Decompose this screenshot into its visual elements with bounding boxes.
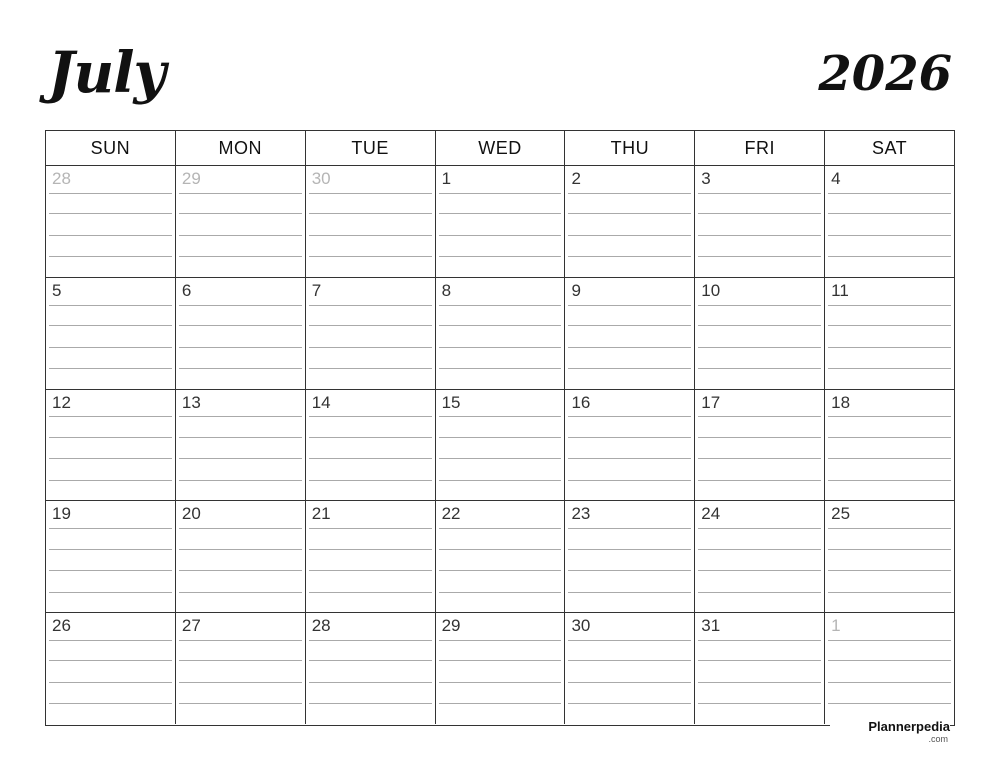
writing-lines [49,526,172,612]
writing-lines [439,303,562,389]
writing-line [49,480,172,481]
writing-line [309,235,432,236]
week-row [46,278,954,390]
writing-lines [439,638,562,724]
day-cell[interactable] [825,278,954,389]
writing-lines [568,526,691,612]
writing-line [568,570,691,571]
writing-line [828,347,951,348]
writing-lines [828,415,951,501]
writing-line [698,682,821,683]
writing-line [828,592,951,593]
day-cell[interactable] [436,166,566,277]
writing-line [49,640,172,641]
writing-line [179,347,302,348]
day-cell[interactable] [306,166,436,277]
writing-line [698,213,821,214]
writing-lines [568,303,691,389]
day-number: 13 [181,392,201,412]
writing-line [49,368,172,369]
writing-line [698,325,821,326]
writing-lines [568,191,691,277]
writing-line [828,682,951,683]
writing-line [309,437,432,438]
day-number: 7 [311,280,322,300]
writing-line [49,592,172,593]
writing-line [698,528,821,529]
day-cell[interactable] [176,278,306,389]
writing-line [828,256,951,257]
writing-line [179,416,302,417]
writing-line [179,305,302,306]
weekday-header-fri: FRI [695,131,825,165]
writing-line [49,570,172,571]
writing-lines [828,526,951,612]
writing-line [179,325,302,326]
writing-lines [309,191,432,277]
writing-line [568,325,691,326]
day-cell[interactable] [46,166,176,277]
writing-line [439,703,562,704]
writing-lines [179,303,302,389]
writing-lines [698,191,821,277]
writing-line [309,305,432,306]
writing-line [179,437,302,438]
writing-lines [698,638,821,724]
writing-line [698,592,821,593]
writing-lines [828,191,951,277]
day-cell[interactable] [176,390,306,501]
writing-line [439,480,562,481]
day-cell[interactable] [306,501,436,612]
writing-line [439,549,562,550]
writing-line [568,416,691,417]
writing-line [568,213,691,214]
writing-line [698,549,821,550]
writing-line [179,458,302,459]
writing-lines [568,638,691,724]
writing-line [439,305,562,306]
writing-line [568,480,691,481]
writing-line [439,347,562,348]
writing-line [698,368,821,369]
day-cell[interactable] [46,501,176,612]
day-cell[interactable] [565,501,695,612]
writing-lines [828,638,951,724]
day-number: 30 [571,616,591,636]
writing-line [828,528,951,529]
day-cell[interactable] [46,613,176,724]
writing-line [49,305,172,306]
day-cell[interactable] [565,390,695,501]
day-number: 17 [701,392,721,412]
writing-lines [828,303,951,389]
writing-line [49,682,172,683]
writing-lines [309,638,432,724]
writing-line [439,592,562,593]
adjacent-month-day-number: 30 [311,169,331,188]
writing-lines [49,303,172,389]
writing-line [439,325,562,326]
day-cell[interactable] [436,501,566,612]
day-number: 23 [571,504,591,524]
writing-line [439,437,562,438]
writing-line [828,480,951,481]
day-cell[interactable] [565,166,695,277]
writing-line [49,549,172,550]
weekday-header-tue: TUE [306,131,436,165]
day-number: 31 [701,616,721,636]
writing-line [309,570,432,571]
writing-line [698,235,821,236]
day-cell[interactable] [825,390,954,501]
day-cell[interactable] [695,613,825,724]
day-number: 15 [441,392,461,412]
writing-line [568,256,691,257]
writing-line [309,528,432,529]
writing-lines [439,191,562,277]
day-number: 19 [52,504,71,524]
writing-line [49,347,172,348]
writing-line [309,213,432,214]
writing-line [828,416,951,417]
day-number: 5 [52,280,62,300]
writing-line [698,640,821,641]
day-cell[interactable] [565,613,695,724]
day-number: 21 [311,504,331,524]
writing-line [828,549,951,550]
writing-line [568,458,691,459]
day-number: 27 [181,616,201,636]
writing-line [828,325,951,326]
writing-line [309,682,432,683]
writing-line [439,528,562,529]
writing-line [828,193,951,194]
writing-line [179,528,302,529]
day-number: 12 [52,392,71,412]
writing-line [828,437,951,438]
writing-line [568,193,691,194]
writing-line [309,640,432,641]
writing-line [179,570,302,571]
writing-lines [179,415,302,501]
writing-line [49,458,172,459]
writing-line [309,347,432,348]
day-number: 1 [441,169,452,188]
weekday-header-sat: SAT [872,137,908,158]
writing-line [439,193,562,194]
day-number: 11 [831,280,849,300]
day-number: 8 [441,280,452,300]
writing-lines [439,415,562,501]
day-number: 29 [441,616,461,636]
writing-lines [49,191,172,277]
writing-line [49,235,172,236]
day-number: 9 [571,280,581,300]
weekday-header-thu: THU [565,131,695,165]
week-row [46,501,954,613]
writing-line [568,592,691,593]
writing-line [698,347,821,348]
writing-line [568,682,691,683]
writing-line [828,458,951,459]
writing-line [439,458,562,459]
day-cell[interactable] [306,390,436,501]
adjacent-month-day-number: 29 [181,169,201,188]
writing-line [309,703,432,704]
writing-line [568,368,691,369]
day-number: 2 [571,169,581,188]
writing-line [179,549,302,550]
writing-line [309,193,432,194]
writing-line [179,193,302,194]
writing-line [309,325,432,326]
writing-line [179,682,302,683]
writing-line [698,480,821,481]
writing-line [49,528,172,529]
writing-line [309,592,432,593]
writing-lines [568,415,691,501]
writing-lines [698,415,821,501]
brand-suffix: .com [928,734,948,744]
writing-line [179,592,302,593]
day-cell[interactable] [565,278,695,389]
writing-line [828,660,951,661]
writing-line [828,235,951,236]
day-number: 22 [441,504,461,524]
writing-line [179,703,302,704]
writing-line [698,570,821,571]
writing-line [49,325,172,326]
day-cell[interactable] [695,390,825,501]
day-number: 25 [831,504,851,524]
day-number: 16 [571,392,591,412]
writing-line [568,347,691,348]
writing-line [179,640,302,641]
day-number: 28 [311,616,331,636]
writing-line [49,703,172,704]
week-rows [46,166,954,724]
day-cell[interactable] [306,278,436,389]
writing-line [439,213,562,214]
writing-line [828,570,951,571]
writing-line [309,549,432,550]
day-cell[interactable] [695,278,825,389]
writing-line [439,682,562,683]
day-cell[interactable] [825,501,954,612]
writing-line [179,213,302,214]
writing-line [828,640,951,641]
writing-lines [179,191,302,277]
weekday-header-wed: WED [436,131,566,165]
writing-line [309,660,432,661]
writing-line [439,235,562,236]
week-row [46,390,954,502]
writing-line [439,368,562,369]
writing-line [828,213,951,214]
day-number: 4 [831,169,841,188]
writing-line [568,437,691,438]
writing-line [49,416,172,417]
day-cell[interactable] [176,166,306,277]
day-cell[interactable] [46,390,176,501]
writing-line [439,570,562,571]
writing-line [49,213,172,214]
writing-lines [309,526,432,612]
day-number: 24 [701,504,721,524]
writing-line [439,660,562,661]
day-number: 3 [701,169,711,188]
day-cell[interactable] [176,501,306,612]
day-cell[interactable] [436,613,566,724]
writing-line [828,703,951,704]
writing-line [698,660,821,661]
writing-lines [49,415,172,501]
day-cell[interactable] [436,278,566,389]
writing-line [309,480,432,481]
writing-lines [49,638,172,724]
day-cell[interactable] [306,613,436,724]
weekday-header-row [46,131,954,166]
writing-line [49,256,172,257]
day-cell[interactable] [46,278,176,389]
writing-line [439,640,562,641]
weekday-header-mon: MON [176,131,306,165]
writing-line [568,660,691,661]
writing-line [439,416,562,417]
day-cell[interactable] [695,166,825,277]
writing-line [309,416,432,417]
day-cell[interactable] [825,166,954,277]
writing-lines [179,638,302,724]
brand-logo [830,719,950,743]
writing-line [698,193,821,194]
writing-line [309,458,432,459]
writing-line [828,305,951,306]
day-cell[interactable] [436,390,566,501]
brand-name: Plannerpedia [868,719,950,734]
year-title: 2026 [818,46,952,102]
writing-line [698,703,821,704]
writing-line [568,528,691,529]
weekday-header-sun: SUN [46,131,176,165]
week-row [46,613,954,724]
day-cell[interactable] [176,613,306,724]
adjacent-month-day-number: 28 [52,169,71,188]
calendar-grid [45,130,955,726]
writing-line [179,480,302,481]
writing-line [698,256,821,257]
adjacent-month-day-number: 1 [831,616,841,636]
writing-lines [439,526,562,612]
day-number: 20 [181,504,201,524]
writing-lines [698,303,821,389]
day-number: 18 [831,392,851,412]
writing-line [49,660,172,661]
writing-line [698,416,821,417]
day-cell[interactable] [695,501,825,612]
writing-line [698,305,821,306]
writing-line [698,458,821,459]
day-cell[interactable] [825,613,954,724]
writing-line [179,368,302,369]
writing-line [568,305,691,306]
writing-line [309,256,432,257]
writing-line [179,235,302,236]
week-row [46,166,954,278]
writing-line [698,437,821,438]
writing-line [49,193,172,194]
day-number: 6 [181,280,192,300]
writing-line [568,703,691,704]
writing-line [439,256,562,257]
writing-line [49,437,172,438]
day-number: 26 [52,616,71,636]
writing-line [568,549,691,550]
writing-line [568,640,691,641]
writing-lines [179,526,302,612]
writing-line [828,368,951,369]
writing-lines [309,415,432,501]
writing-line [179,660,302,661]
writing-lines [309,303,432,389]
writing-lines [698,526,821,612]
writing-line [568,235,691,236]
month-title: July [48,40,166,106]
day-number: 14 [311,392,331,412]
writing-line [179,256,302,257]
writing-line [309,368,432,369]
day-number: 10 [701,280,721,300]
